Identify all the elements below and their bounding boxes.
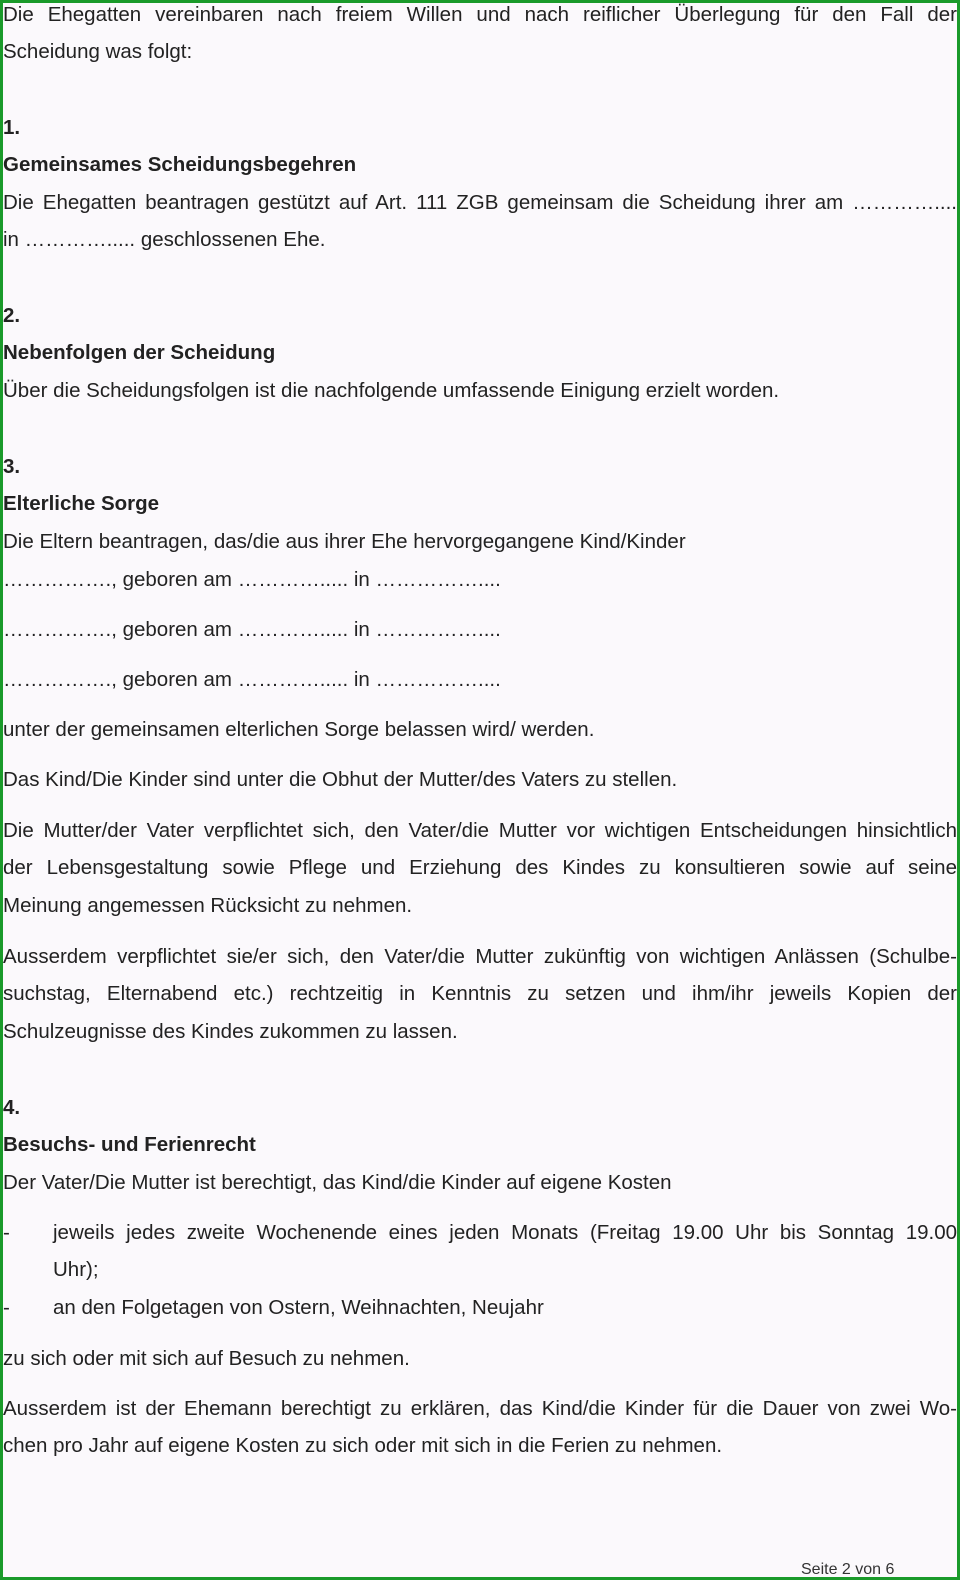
intro-line-2: Scheidung was folgt: xyxy=(3,40,193,63)
section-3-heading: Elterliche Sorge xyxy=(3,492,160,515)
section-1-number: 1. xyxy=(3,116,21,139)
child-line: ……………., geboren am …………..... in …………….... xyxy=(3,618,501,641)
section-2-line-1: Über die Scheidungsfolgen ist die nachfolgende umfassende Einigung erzielt worden. xyxy=(3,379,780,402)
bullet-2-line-1: an den Folgetagen von Ostern, Weihnachten, Neujahr xyxy=(53,1296,544,1319)
paragraph-line: suchstag, Elternabend etc.) rechtzeitig in Kenntnis zu setzen und ihm/ihr jeweils Kopien der xyxy=(3,982,957,1005)
section-4-number: 4. xyxy=(3,1096,21,1119)
intro-line-1: Die Ehegatten vereinbaren nach freiem Willen und nach reiflicher Überlegung für den Fall der xyxy=(3,3,957,26)
section-3-line-1: Die Eltern beantragen, das/die aus ihrer Ehe hervorgegangene Kind/Kinder xyxy=(3,530,686,553)
section-4-line-1: Der Vater/Die Mutter ist berechtigt, das Kind/die Kinder auf eigene Kosten xyxy=(3,1171,672,1194)
obhut-line: Das Kind/Die Kinder sind unter die Obhut der Mutter/des Vaters zu stellen. xyxy=(3,768,678,791)
child-line: ……………., geboren am …………..... in …………….... xyxy=(3,568,501,591)
paragraph-line: chen pro Jahr auf eigene Kosten zu sich oder mit sich in die Ferien zu nehmen. xyxy=(3,1434,723,1457)
section-3-number: 3. xyxy=(3,455,21,478)
besuch-line: zu sich oder mit sich auf Besuch zu nehmen. xyxy=(3,1347,410,1370)
bullet-marker: - xyxy=(3,1296,10,1319)
paragraph-line: Ausserdem ist der Ehemann berechtigt zu erklären, das Kind/die Kinder für die Dauer von zwei Wo- xyxy=(3,1397,957,1420)
paragraph-line: Die Mutter/der Vater verpflichtet sich, den Vater/die Mutter vor wichtigen Entscheidungen hinsichtlich xyxy=(3,819,957,842)
section-4-heading: Besuchs- und Ferienrecht xyxy=(3,1133,256,1156)
paragraph-line: Ausserdem verpflichtet sie/er sich, den Vater/die Mutter zukünftig von wichtigen Anlässen (Schulbe- xyxy=(3,945,957,968)
bullet-1-line-2: Uhr); xyxy=(53,1258,99,1281)
section-1-heading: Gemeinsames Scheidungsbegehren xyxy=(3,153,357,176)
section-1-line-2: in …………..... geschlossenen Ehe. xyxy=(3,228,326,251)
section-2-number: 2. xyxy=(3,304,21,327)
child-line: ……………., geboren am …………..... in …………….... xyxy=(3,668,501,691)
bullet-1-line-1: jeweils jedes zweite Wochenende eines jeden Monats (Freitag 19.00 Uhr bis Sonntag 19.00 xyxy=(53,1221,957,1244)
sorge-line: unter der gemeinsamen elterlichen Sorge belassen wird/ werden. xyxy=(3,718,595,741)
page-number-footer: Seite 2 von 6 xyxy=(801,1561,895,1578)
paragraph-line: Schulzeugnisse des Kindes zukommen zu lassen. xyxy=(3,1020,458,1043)
paragraph-line: der Lebensgestaltung sowie Pflege und Erziehung des Kindes zu konsultieren sowie auf seine xyxy=(3,856,957,879)
section-1-line-1: Die Ehegatten beantragen gestützt auf Art. 111 ZGB gemeinsam die Scheidung ihrer am ………….... xyxy=(3,191,957,214)
section-2-heading: Nebenfolgen der Scheidung xyxy=(3,341,276,364)
paragraph-line: Meinung angemessen Rücksicht zu nehmen. xyxy=(3,894,413,917)
bullet-marker: - xyxy=(3,1221,10,1244)
